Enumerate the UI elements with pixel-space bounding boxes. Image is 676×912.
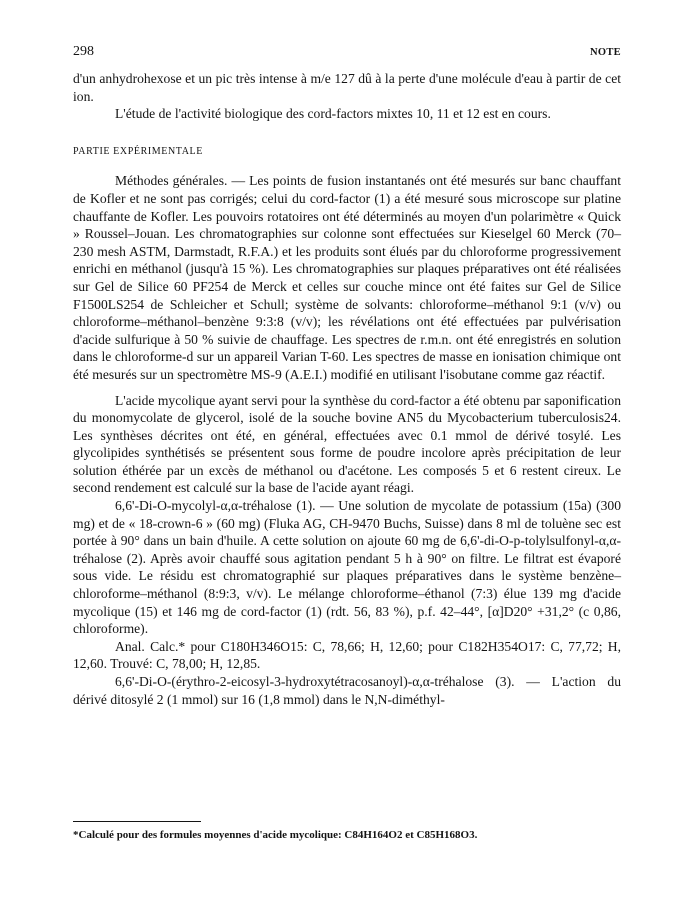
article-body: [73, 70, 621, 708]
footnote-rule: [73, 821, 201, 822]
paragraph-analysis: Anal. Calc.* pour C180H346O15: C, 78,66; H, 12,60; pour C182H354O17: C, 77,72; H, 12,60. Trouvé: C, 78,00; H, 12,85.: [73, 638, 621, 672]
section-heading: PARTIE EXPÉRIMENTALE: [73, 145, 203, 157]
paragraph-compound-3: 6,6'-Di-O-(érythro-2-eicosyl-3-hydroxytétracosanoyl)-α,α-tréhalose (3). — L'action du dérivé ditosylé 2 (1 mmol) sur 16 (1,8 mmol) dans le N,N-diméthyl-: [73, 674, 621, 707]
paragraph-biological-activity: L'étude de l'activité biologique des cord-factors mixtes 10, 11 et 12 est en cours.: [115, 106, 551, 122]
paragraph-mycolic-acid: L'acide mycolique ayant servi pour la synthèse du cord-factor a été obtenu par saponification du monomycolate de glycerol, isolé de la souche bovine AN5 du Mycobacterium tuberculosis24. Les synthèses décrites ont été, en général, effectuées avec 0.1 mmol de dérivé tosylé. Les glycolipides synthétisés se présentent sous forme de poudre incolore après précipitation de leur solution éthérée par un excès de méthanol ou d'acétone. Les composés 5 et 6 restent cireux. Le second rendement est calculé sur la base de l'acide ayant réagi.: [73, 392, 621, 496]
footnote: *Calculé pour des formules moyennes d'acide mycolique: C84H164O2 et C85H168O3.: [73, 829, 478, 841]
paragraph-compound-1: 6,6'-Di-O-mycolyl-α,α-tréhalose (1). — Une solution de mycolate de potassium (15a) (300 mg) et de « 18-crown-6 » (60 mg) (Fluka AG, CH-9470 Buchs, Suisse) dans 8 ml de toluène sec est portée à 90° dans un bain d'huile. A cette solution on ajoute 60 mg de 6,6'-di-O-p-tolylsulfonyl-α,α-tréhalose (2). Après avoir chauffé sous agitation pendant 5 h à 90° on filtre. Le filtrat est évaporé sous vide. Le résidu est chromatographié sur plaques préparatives dans le système benzène–chloroforme–méthanol (8:9:3, v/v). Le mélange chloroforme–éthanol (7:3) élue 139 mg d'acide mycolique (15) et 146 mg de cord-factor (1) (rdt. 56, 83 %), p.f. 42–44°, [α]D20° +31,2° (c 0,86, chloroforme).: [73, 498, 621, 637]
paragraph-general-methods: Méthodes générales. — Les points de fusion instantanés ont été mesurés sur banc chauffant de Kofler et ne sont pas corrigés; celui du cord-factor (1) a été mesuré sous microscope sur platine chauffante de Kofler. Les pouvoirs rotatoires ont été déterminés au moyen d'un polarimètre « Quick » Roussel–Jouan. Les chromatographies sur colonne sont effectuées sur Kieselgel 60 Merck (70–230 mesh ASTM, Darmstadt, R.F.A.) et les produits sont élués par du chloroforme progressivement enrichi en méthanol (jusqu'à 15 %). Les chromatographies sur plaques préparatives ont été réalisées sur Gel de Silice 60 PF254 de Merck et celles sur couche mince ont été faites sur Gel de Silice F1500LS254 de Schleicher et Schull; système de solvants: chloroforme–méthanol 9:1 (v/v) ou chloroforme–méthanol–benzène 9:3:8 (v/v); les révélations ont été effectuées par pulvérisation d'acide sulfurique à 50 % suivie de chauffage. Les spectres de r.m.n. ont été enregistrés en solution dans le chloroforme-d sur un appareil Varian T-60. Les spectres de masse en ionisation chimique ont été mesurés sur un spectromètre MS-9 (A.E.I.) modifié en utilisant l'isobutane comme gaz réactif.: [73, 173, 621, 382]
page-header: [73, 44, 621, 60]
running-head: NOTE: [590, 47, 621, 58]
paragraph-intro: d'un anhydrohexose et un pic très intense à m/e 127 dû à la perte d'une molécule d'eau à partir de cet ion.: [73, 71, 621, 104]
page-number: 298: [73, 44, 94, 59]
paragraph-spacer: [73, 384, 621, 392]
